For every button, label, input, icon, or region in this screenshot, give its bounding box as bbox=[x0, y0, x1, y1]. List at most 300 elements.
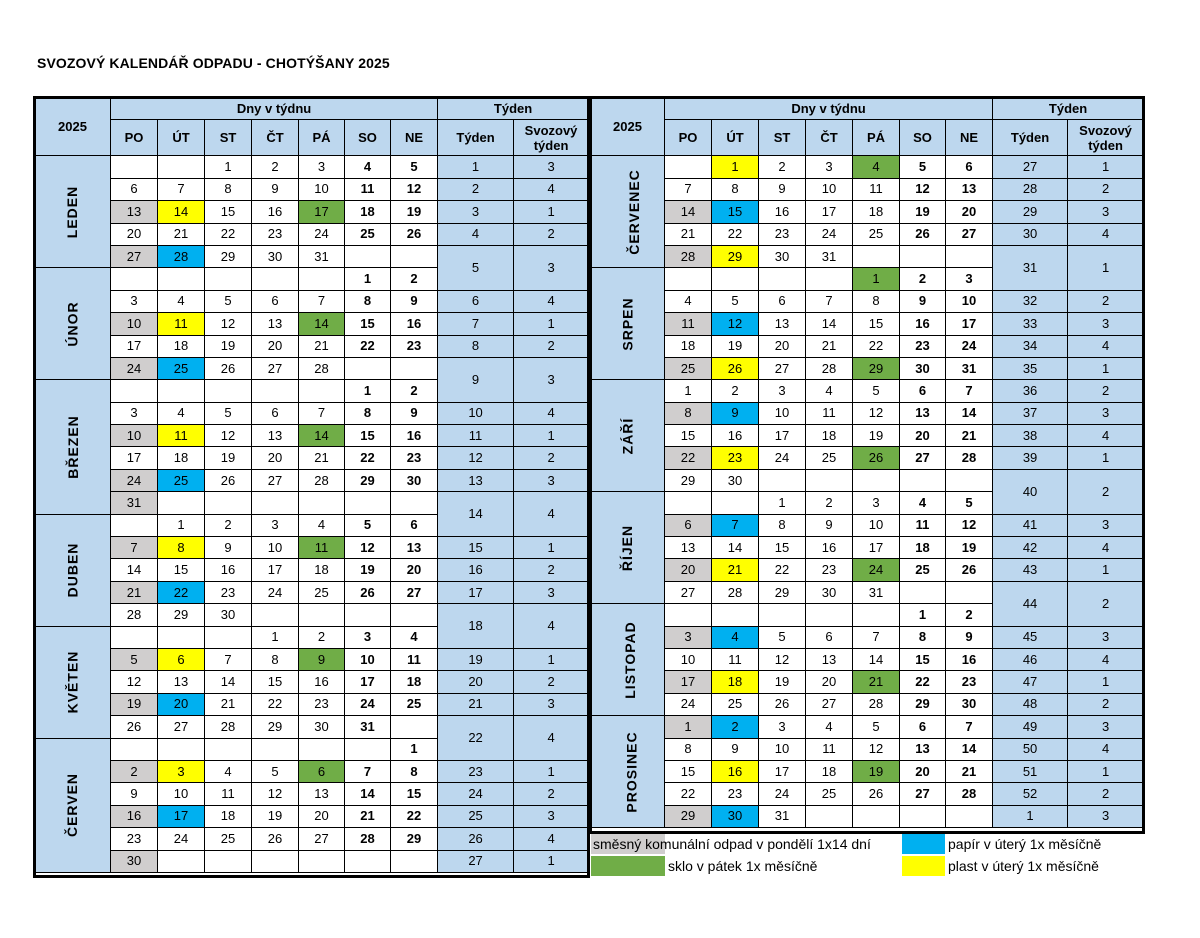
day-cell: 12 bbox=[205, 313, 252, 335]
day-cell bbox=[111, 380, 158, 402]
calendar-row bbox=[35, 313, 589, 335]
day-cell: 22 bbox=[391, 805, 438, 827]
day-cell: 13 bbox=[252, 425, 299, 447]
week-number-cell: 25 bbox=[438, 805, 514, 827]
day-cell: 7 bbox=[665, 178, 712, 200]
month-label bbox=[35, 156, 111, 268]
collection-week-header: Svozový týden bbox=[1068, 120, 1144, 156]
collection-week-cell: 3 bbox=[1068, 805, 1144, 827]
week-number-cell: 18 bbox=[438, 604, 514, 649]
day-cell: 4 bbox=[853, 156, 900, 178]
day-cell: 25 bbox=[806, 783, 853, 805]
week-number-cell: 50 bbox=[993, 738, 1068, 760]
day-cell: 26 bbox=[345, 581, 391, 603]
day-cell bbox=[205, 738, 252, 760]
day-cell: 23 bbox=[946, 671, 993, 693]
day-cell: 8 bbox=[665, 738, 712, 760]
day-cell: 9 bbox=[252, 178, 299, 200]
week-number-cell: 16 bbox=[438, 559, 514, 581]
day-cell: 21 bbox=[299, 335, 345, 357]
day-cell: 13 bbox=[111, 201, 158, 223]
day-cell: 7 bbox=[111, 537, 158, 559]
day-cell: 19 bbox=[900, 201, 946, 223]
day-cell: 25 bbox=[158, 469, 205, 491]
collection-week-cell: 1 bbox=[514, 313, 589, 335]
day-cell: 3 bbox=[111, 402, 158, 424]
day-cell: 30 bbox=[712, 469, 759, 491]
collection-week-cell: 3 bbox=[514, 693, 589, 715]
day-cell: 12 bbox=[252, 783, 299, 805]
week-number-cell: 33 bbox=[993, 313, 1068, 335]
day-cell: 21 bbox=[111, 581, 158, 603]
day-cell: 26 bbox=[205, 357, 252, 379]
day-cell: 9 bbox=[759, 178, 806, 200]
day-cell: 12 bbox=[853, 402, 900, 424]
day-cell: 4 bbox=[205, 760, 252, 782]
day-cell: 31 bbox=[806, 245, 853, 267]
day-cell bbox=[111, 268, 158, 290]
day-cell: 5 bbox=[900, 156, 946, 178]
day-cell bbox=[299, 738, 345, 760]
day-cell: 6 bbox=[391, 514, 438, 536]
day-cell: 6 bbox=[806, 626, 853, 648]
day-cell: 6 bbox=[252, 290, 299, 312]
collection-week-header: Svozový týden bbox=[514, 120, 589, 156]
day-cell: 23 bbox=[252, 223, 299, 245]
day-cell: 19 bbox=[853, 760, 900, 782]
day-cell: 24 bbox=[759, 447, 806, 469]
week-number-cell: 15 bbox=[438, 537, 514, 559]
calendar-row bbox=[591, 469, 1144, 491]
collection-week-cell: 2 bbox=[1068, 693, 1144, 715]
collection-week-cell: 1 bbox=[1068, 357, 1144, 379]
calendar-row bbox=[591, 447, 1144, 469]
calendar-row bbox=[591, 380, 1144, 402]
day-cell: 10 bbox=[806, 178, 853, 200]
day-cell: 3 bbox=[806, 156, 853, 178]
collection-week-cell: 4 bbox=[1068, 335, 1144, 357]
calendar-row bbox=[35, 290, 589, 312]
day-cell: 28 bbox=[712, 581, 759, 603]
collection-week-cell: 4 bbox=[1068, 223, 1144, 245]
day-cell: 23 bbox=[806, 559, 853, 581]
calendar-row bbox=[591, 693, 1144, 715]
day-cell: 15 bbox=[345, 425, 391, 447]
day-header: ST bbox=[205, 120, 252, 156]
day-cell: 21 bbox=[853, 671, 900, 693]
week-number-cell: 19 bbox=[438, 648, 514, 670]
day-cell: 6 bbox=[759, 290, 806, 312]
day-cell bbox=[391, 604, 438, 626]
month-label bbox=[591, 492, 665, 604]
day-cell: 17 bbox=[252, 559, 299, 581]
day-cell bbox=[853, 604, 900, 626]
day-header: ČT bbox=[806, 120, 853, 156]
week-number-cell: 28 bbox=[993, 178, 1068, 200]
day-cell: 6 bbox=[900, 380, 946, 402]
day-cell: 13 bbox=[665, 537, 712, 559]
day-cell: 20 bbox=[391, 559, 438, 581]
calendar-row bbox=[591, 313, 1144, 335]
day-cell: 16 bbox=[946, 648, 993, 670]
day-cell: 8 bbox=[252, 648, 299, 670]
week-number-cell: 26 bbox=[438, 828, 514, 850]
day-cell: 10 bbox=[158, 783, 205, 805]
calendar-row bbox=[35, 223, 589, 245]
day-cell: 25 bbox=[299, 581, 345, 603]
day-cell bbox=[252, 268, 299, 290]
day-cell: 18 bbox=[345, 201, 391, 223]
week-number-cell: 5 bbox=[438, 245, 514, 290]
days-group-header: Dny v týdnu bbox=[111, 98, 438, 120]
day-cell: 18 bbox=[806, 425, 853, 447]
day-cell: 30 bbox=[391, 469, 438, 491]
day-cell: 9 bbox=[900, 290, 946, 312]
day-cell: 8 bbox=[391, 760, 438, 782]
year-header: 2025 bbox=[591, 98, 665, 156]
day-cell: 1 bbox=[665, 716, 712, 738]
day-cell: 19 bbox=[111, 693, 158, 715]
day-cell: 30 bbox=[252, 245, 299, 267]
day-cell: 4 bbox=[712, 626, 759, 648]
collection-week-cell: 3 bbox=[514, 357, 589, 402]
month-name: LISTOPAD bbox=[621, 620, 638, 699]
collection-week-cell: 3 bbox=[514, 805, 589, 827]
day-cell: 29 bbox=[252, 716, 299, 738]
week-group-header: Týden bbox=[438, 98, 589, 120]
day-cell: 6 bbox=[252, 402, 299, 424]
day-cell: 4 bbox=[665, 290, 712, 312]
day-cell: 29 bbox=[759, 581, 806, 603]
week-number-cell: 12 bbox=[438, 447, 514, 469]
collection-week-cell: 2 bbox=[1068, 783, 1144, 805]
day-cell: 6 bbox=[111, 178, 158, 200]
day-cell bbox=[946, 581, 993, 603]
day-cell: 11 bbox=[853, 178, 900, 200]
day-cell bbox=[158, 380, 205, 402]
legend-swatch-green bbox=[591, 856, 665, 876]
day-cell: 11 bbox=[158, 425, 205, 447]
day-cell: 14 bbox=[665, 201, 712, 223]
month-label bbox=[591, 380, 665, 492]
day-cell: 16 bbox=[111, 805, 158, 827]
day-cell: 24 bbox=[111, 469, 158, 491]
day-cell: 23 bbox=[111, 828, 158, 850]
day-cell bbox=[712, 604, 759, 626]
collection-week-cell: 3 bbox=[1068, 716, 1144, 738]
calendar-row bbox=[35, 178, 589, 200]
day-cell bbox=[391, 850, 438, 872]
calendar-row bbox=[35, 716, 589, 738]
calendar-row bbox=[35, 671, 589, 693]
day-cell: 7 bbox=[205, 648, 252, 670]
day-cell: 14 bbox=[946, 738, 993, 760]
calendar-row bbox=[591, 648, 1144, 670]
day-cell: 4 bbox=[806, 716, 853, 738]
calendar-row bbox=[35, 492, 589, 514]
day-cell: 19 bbox=[712, 335, 759, 357]
day-cell: 26 bbox=[900, 223, 946, 245]
day-cell: 15 bbox=[759, 537, 806, 559]
day-cell: 17 bbox=[345, 671, 391, 693]
day-cell: 17 bbox=[111, 447, 158, 469]
collection-week-cell: 2 bbox=[1068, 380, 1144, 402]
day-cell: 3 bbox=[759, 380, 806, 402]
day-cell: 13 bbox=[900, 402, 946, 424]
day-cell: 11 bbox=[158, 313, 205, 335]
day-cell: 18 bbox=[712, 671, 759, 693]
day-cell: 7 bbox=[299, 290, 345, 312]
day-cell: 29 bbox=[665, 805, 712, 827]
calendar-row bbox=[35, 425, 589, 447]
day-cell bbox=[759, 469, 806, 491]
day-cell: 14 bbox=[299, 313, 345, 335]
day-cell: 11 bbox=[391, 648, 438, 670]
day-cell: 24 bbox=[111, 357, 158, 379]
day-cell: 24 bbox=[158, 828, 205, 850]
day-cell: 8 bbox=[345, 402, 391, 424]
day-cell bbox=[806, 805, 853, 827]
collection-week-cell: 3 bbox=[1068, 201, 1144, 223]
week-number-cell: 4 bbox=[438, 223, 514, 245]
collection-week-cell: 2 bbox=[1068, 469, 1144, 514]
month-label bbox=[35, 268, 111, 380]
month-name: ÚNOR bbox=[64, 301, 81, 347]
days-group-header: Dny v týdnu bbox=[665, 98, 993, 120]
day-cell: 19 bbox=[946, 537, 993, 559]
month-name: ZÁŘÍ bbox=[619, 417, 636, 455]
day-cell: 28 bbox=[345, 828, 391, 850]
day-cell: 5 bbox=[205, 290, 252, 312]
week-number-cell: 34 bbox=[993, 335, 1068, 357]
calendar-row bbox=[591, 760, 1144, 782]
day-cell: 8 bbox=[759, 514, 806, 536]
day-cell: 2 bbox=[391, 268, 438, 290]
day-cell: 13 bbox=[759, 313, 806, 335]
calendar-row bbox=[591, 335, 1144, 357]
day-cell: 17 bbox=[946, 313, 993, 335]
day-cell: 13 bbox=[158, 671, 205, 693]
day-cell: 23 bbox=[391, 447, 438, 469]
day-cell bbox=[158, 626, 205, 648]
day-cell: 19 bbox=[853, 425, 900, 447]
day-cell: 1 bbox=[252, 626, 299, 648]
day-cell: 14 bbox=[158, 201, 205, 223]
week-number-cell: 43 bbox=[993, 559, 1068, 581]
calendar-row bbox=[591, 559, 1144, 581]
day-cell: 27 bbox=[759, 357, 806, 379]
week-number-cell: 27 bbox=[993, 156, 1068, 178]
collection-week-cell: 4 bbox=[514, 492, 589, 537]
week-number-cell: 45 bbox=[993, 626, 1068, 648]
day-cell: 5 bbox=[853, 716, 900, 738]
day-cell: 15 bbox=[345, 313, 391, 335]
day-cell: 8 bbox=[345, 290, 391, 312]
calendar-row bbox=[35, 245, 589, 267]
day-cell: 10 bbox=[853, 514, 900, 536]
day-cell bbox=[759, 268, 806, 290]
week-number-cell: 36 bbox=[993, 380, 1068, 402]
day-cell: 11 bbox=[299, 537, 345, 559]
week-number-cell: 44 bbox=[993, 581, 1068, 626]
calendar-row bbox=[35, 581, 589, 603]
calendar-row bbox=[35, 357, 589, 379]
day-cell: 28 bbox=[205, 716, 252, 738]
legend-yellow-label: plast v úterý 1x měsíčně bbox=[948, 858, 1099, 874]
day-cell bbox=[391, 492, 438, 514]
day-cell: 27 bbox=[900, 447, 946, 469]
week-number-cell: 20 bbox=[438, 671, 514, 693]
day-cell: 17 bbox=[111, 335, 158, 357]
day-header: ČT bbox=[252, 120, 299, 156]
collection-week-cell: 3 bbox=[1068, 402, 1144, 424]
day-cell: 27 bbox=[900, 783, 946, 805]
day-cell bbox=[345, 245, 391, 267]
calendar-row bbox=[35, 828, 589, 850]
day-cell: 12 bbox=[345, 537, 391, 559]
day-cell: 18 bbox=[665, 335, 712, 357]
collection-week-cell: 3 bbox=[1068, 626, 1144, 648]
day-cell bbox=[111, 156, 158, 178]
day-cell: 15 bbox=[158, 559, 205, 581]
collection-week-cell: 1 bbox=[514, 537, 589, 559]
day-cell: 27 bbox=[158, 716, 205, 738]
month-name: DUBEN bbox=[64, 542, 81, 598]
day-cell bbox=[900, 469, 946, 491]
day-cell: 5 bbox=[712, 290, 759, 312]
day-cell bbox=[391, 245, 438, 267]
day-cell: 10 bbox=[111, 425, 158, 447]
day-cell: 9 bbox=[111, 783, 158, 805]
collection-week-cell: 2 bbox=[514, 447, 589, 469]
day-cell: 20 bbox=[252, 335, 299, 357]
day-cell bbox=[900, 805, 946, 827]
day-cell: 25 bbox=[665, 357, 712, 379]
day-cell: 15 bbox=[665, 425, 712, 447]
day-cell: 20 bbox=[252, 447, 299, 469]
day-cell bbox=[205, 626, 252, 648]
day-cell: 18 bbox=[158, 447, 205, 469]
month-label bbox=[591, 156, 665, 268]
calendar-row bbox=[591, 805, 1144, 827]
day-cell: 10 bbox=[252, 537, 299, 559]
day-cell: 2 bbox=[712, 380, 759, 402]
month-name: ŘÍJEN bbox=[619, 524, 636, 571]
day-cell bbox=[252, 850, 299, 872]
day-cell: 15 bbox=[252, 671, 299, 693]
day-cell: 8 bbox=[205, 178, 252, 200]
day-cell bbox=[158, 268, 205, 290]
day-cell: 24 bbox=[806, 223, 853, 245]
day-cell: 10 bbox=[111, 313, 158, 335]
day-cell: 20 bbox=[900, 425, 946, 447]
day-cell: 30 bbox=[299, 716, 345, 738]
day-cell bbox=[205, 850, 252, 872]
week-number-cell: 17 bbox=[438, 581, 514, 603]
legend-swatch-yellow bbox=[902, 856, 945, 876]
day-cell: 3 bbox=[345, 626, 391, 648]
day-cell bbox=[900, 581, 946, 603]
day-cell: 8 bbox=[712, 178, 759, 200]
day-cell: 11 bbox=[712, 648, 759, 670]
week-number-cell: 23 bbox=[438, 760, 514, 782]
calendar-row bbox=[591, 581, 1144, 603]
day-cell: 27 bbox=[111, 245, 158, 267]
day-cell: 1 bbox=[205, 156, 252, 178]
day-cell bbox=[665, 156, 712, 178]
collection-week-cell: 4 bbox=[514, 402, 589, 424]
day-cell: 26 bbox=[111, 716, 158, 738]
day-cell: 22 bbox=[345, 447, 391, 469]
day-cell: 25 bbox=[158, 357, 205, 379]
day-cell bbox=[806, 469, 853, 491]
day-cell: 1 bbox=[665, 380, 712, 402]
day-cell: 25 bbox=[900, 559, 946, 581]
day-cell: 30 bbox=[205, 604, 252, 626]
day-cell: 11 bbox=[806, 738, 853, 760]
calendar-row bbox=[35, 648, 589, 670]
day-cell: 4 bbox=[391, 626, 438, 648]
day-cell: 28 bbox=[946, 447, 993, 469]
day-cell: 1 bbox=[900, 604, 946, 626]
day-cell: 3 bbox=[665, 626, 712, 648]
calendar-row bbox=[591, 201, 1144, 223]
month-name: SRPEN bbox=[619, 297, 636, 351]
day-cell: 30 bbox=[900, 357, 946, 379]
week-number-cell: 1 bbox=[993, 805, 1068, 827]
week-number-cell: 39 bbox=[993, 447, 1068, 469]
day-cell: 7 bbox=[299, 402, 345, 424]
calendar-row bbox=[35, 693, 589, 715]
day-cell: 21 bbox=[299, 447, 345, 469]
day-cell: 2 bbox=[391, 380, 438, 402]
day-cell: 29 bbox=[853, 357, 900, 379]
day-cell bbox=[158, 850, 205, 872]
day-cell bbox=[299, 492, 345, 514]
day-cell: 25 bbox=[205, 828, 252, 850]
day-cell: 2 bbox=[299, 626, 345, 648]
day-cell: 30 bbox=[712, 805, 759, 827]
day-cell: 28 bbox=[806, 357, 853, 379]
day-cell: 5 bbox=[252, 760, 299, 782]
calendar-row bbox=[35, 447, 589, 469]
day-cell: 25 bbox=[853, 223, 900, 245]
collection-week-cell: 2 bbox=[1068, 581, 1144, 626]
day-cell: 22 bbox=[759, 559, 806, 581]
calendar-row bbox=[591, 738, 1144, 760]
day-cell: 5 bbox=[345, 514, 391, 536]
day-cell: 2 bbox=[900, 268, 946, 290]
calendar-row bbox=[35, 402, 589, 424]
day-cell: 10 bbox=[759, 738, 806, 760]
day-cell: 18 bbox=[205, 805, 252, 827]
calendar-row bbox=[591, 357, 1144, 379]
day-cell: 20 bbox=[111, 223, 158, 245]
day-cell: 12 bbox=[111, 671, 158, 693]
day-cell: 25 bbox=[345, 223, 391, 245]
day-cell: 2 bbox=[712, 716, 759, 738]
day-cell bbox=[345, 850, 391, 872]
week-number-cell: 22 bbox=[438, 716, 514, 761]
week-number-cell: 29 bbox=[993, 201, 1068, 223]
day-cell: 6 bbox=[946, 156, 993, 178]
week-number-cell: 35 bbox=[993, 357, 1068, 379]
day-cell bbox=[299, 380, 345, 402]
day-cell: 15 bbox=[391, 783, 438, 805]
day-cell: 25 bbox=[806, 447, 853, 469]
day-cell: 24 bbox=[853, 559, 900, 581]
day-cell bbox=[299, 850, 345, 872]
